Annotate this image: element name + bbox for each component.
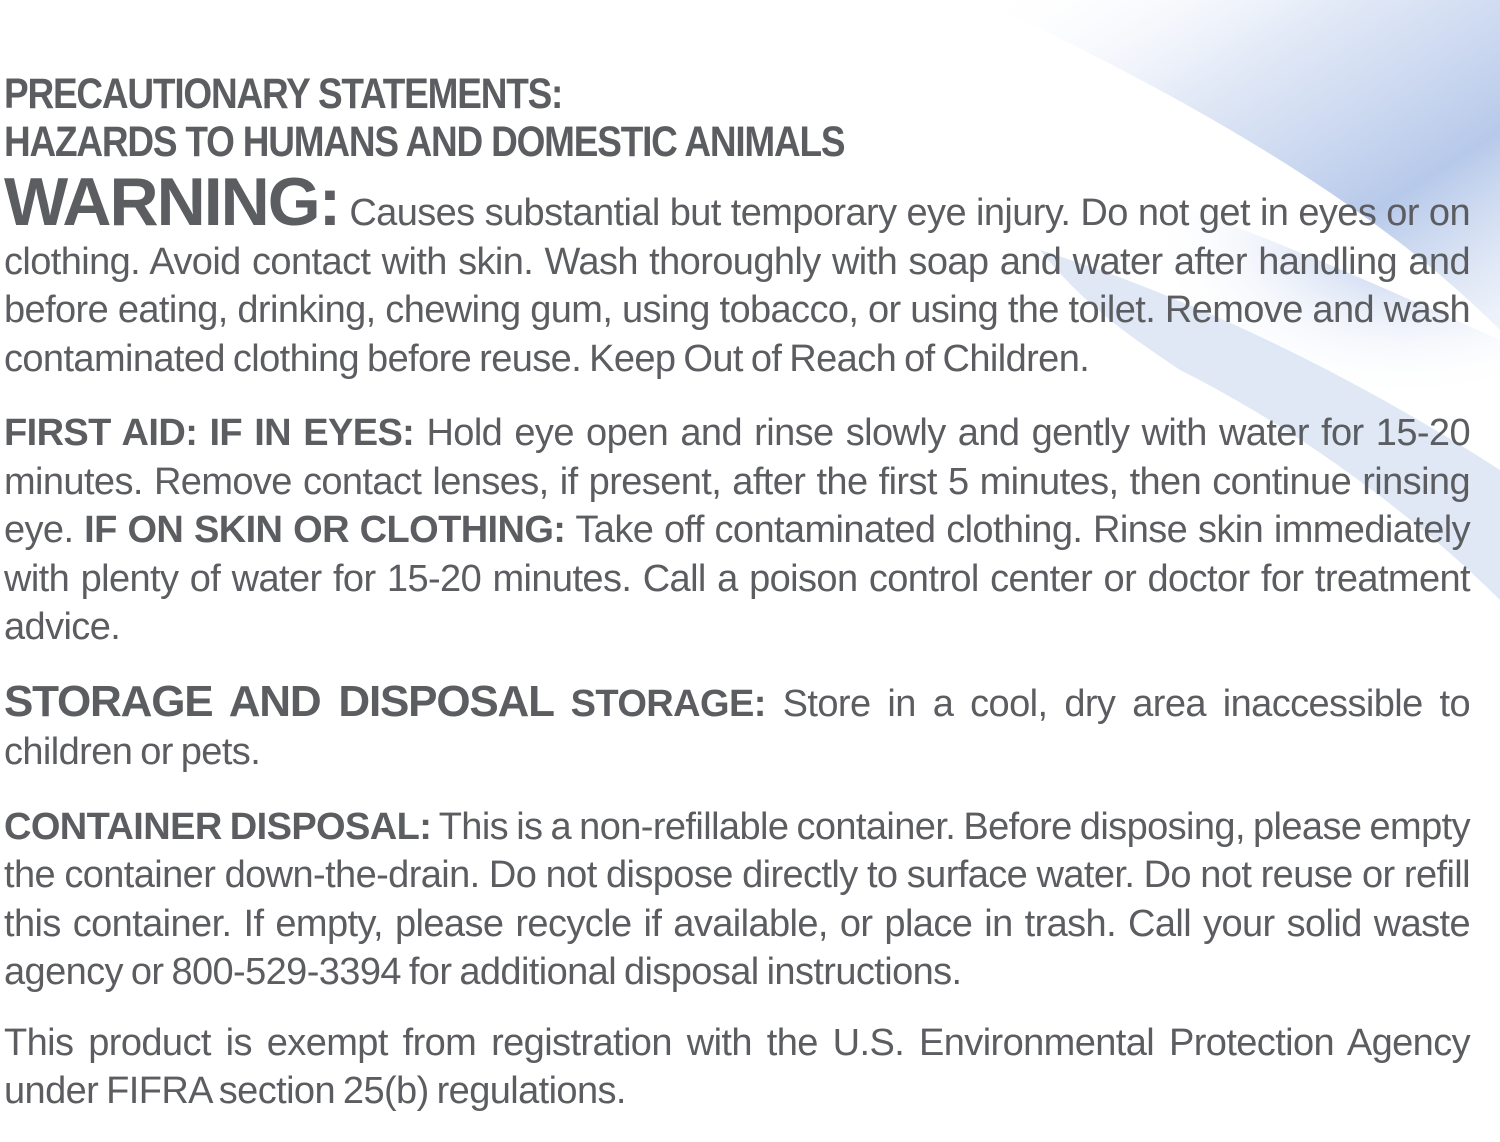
precautionary-label bbox=[4, 70, 1470, 1116]
first-aid-label: FIRST AID: IF IN EYES: bbox=[4, 412, 415, 454]
first-aid-eyes-text: Hold eye open and rinse slowly and gently with water for 15-20 minutes. Remove contact lenses, if present, after the first 5 minutes, then continue rinsing eye. bbox=[4, 412, 1470, 551]
container-disposal-text: This is a non-refillable container. Before disposing, please empty the container down-the-drain. Do not dispose directly to surface water. Do not reuse or refill this container. If empty, please recycle if available, or place in trash. Call your solid waste agency or 800-529-3394 for additional disposal instructions. bbox=[4, 805, 1470, 993]
heading-line-1: PRECAUTIONARY STATEMENTS: bbox=[4, 70, 563, 118]
first-aid-skin-label: IF ON SKIN OR CLOTHING: bbox=[84, 509, 566, 551]
first-aid-paragraph bbox=[4, 409, 1470, 652]
warning-paragraph bbox=[4, 164, 1470, 383]
storage-section-label: STORAGE AND DISPOSAL bbox=[4, 676, 554, 726]
storage-paragraph bbox=[4, 678, 1470, 777]
warning-label: WARNING: bbox=[4, 164, 340, 240]
container-disposal-paragraph bbox=[4, 803, 1470, 997]
storage-text: Store in a cool, dry area inaccessible to children or pets. bbox=[4, 682, 1471, 773]
first-aid-skin-text: Take off contaminated clothing. Rinse skin immediately with plenty of water for 15-20 minutes. Call a poison control center or doctor for treatment advice. bbox=[4, 509, 1470, 648]
container-disposal-label: CONTAINER DISPOSAL: bbox=[4, 805, 432, 848]
exemption-paragraph: This product is exempt from registration with the U.S. Environmental Protection Agency under FIFRA section 25(b) regulations. bbox=[4, 1021, 1470, 1112]
storage-label: STORAGE: bbox=[553, 682, 766, 725]
warning-text: Causes substantial but temporary eye injury. Do not get in eyes or on clothing. Avoid contact with skin. Wash thoroughly with soap and water after handling and before eating, drinking, chewing gum, using tobacco, or using the toilet. Remove and wash contaminated clothing before reuse. Keep Out of Reach of Children. bbox=[4, 192, 1470, 380]
heading-line-2: HAZARDS TO HUMANS AND DOMESTIC ANIMALS bbox=[4, 118, 845, 166]
